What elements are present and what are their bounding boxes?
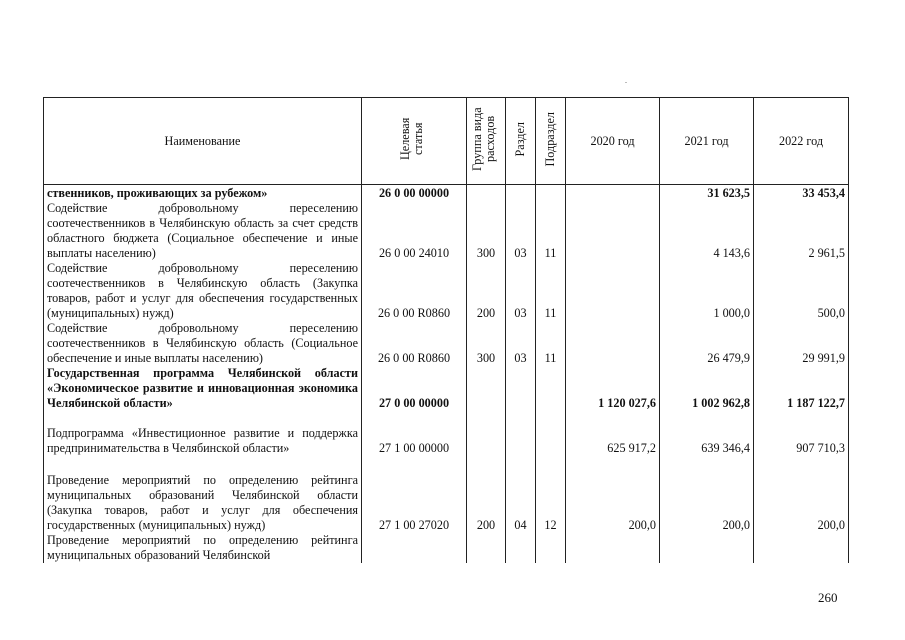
row-value-2022: [754, 533, 849, 563]
row-subsection: [536, 185, 566, 201]
row-expense-group: 300: [467, 321, 506, 366]
budget-table: [43, 97, 849, 563]
row-expense-group: 200: [467, 261, 506, 321]
row-expense-group: 300: [467, 201, 506, 261]
row-name: Подпрограмма «Инвестиционное развитие и поддержка предпринимательства в Челябинской области»: [44, 411, 362, 456]
row-target-article: 26 0 00 R0860: [362, 261, 467, 321]
row-value-2020: [566, 321, 660, 366]
row-expense-group: [467, 533, 506, 563]
table-row: [44, 201, 849, 261]
row-subsection: 11: [536, 201, 566, 261]
row-section: [506, 366, 536, 411]
row-value-2020: [566, 185, 660, 201]
row-value-2021: 26 479,9: [660, 321, 754, 366]
row-value-2020: [566, 261, 660, 321]
row-value-2022: 907 710,3: [754, 411, 849, 456]
row-value-2020: [566, 201, 660, 261]
row-value-2022: 1 187 122,7: [754, 366, 849, 411]
row-section: [506, 533, 536, 563]
row-value-2020: 1 120 027,6: [566, 366, 660, 411]
row-target-article: 26 0 00 00000: [362, 185, 467, 201]
row-value-2022: 500,0: [754, 261, 849, 321]
row-section: [506, 411, 536, 456]
row-target-article: 26 0 00 24010: [362, 201, 467, 261]
table-row: [44, 366, 849, 411]
header-year-2022: 2022 год: [754, 98, 849, 185]
row-value-2022: 33 453,4: [754, 185, 849, 201]
header-target-article: Целевая статья: [362, 98, 467, 185]
row-name: Проведение мероприятий по определению рейтинга муниципальных образований Челябинской: [44, 533, 362, 563]
row-name: Государственная программа Челябинской области «Экономическое развитие и инновационная экономика Челябинской области»: [44, 366, 362, 411]
table-row: [44, 261, 849, 321]
row-subsection: 12: [536, 456, 566, 533]
table-row: [44, 321, 849, 366]
row-value-2021: 1 002 962,8: [660, 366, 754, 411]
header-year-2020: 2020 год: [566, 98, 660, 185]
row-value-2021: 1 000,0: [660, 261, 754, 321]
scan-speck: [625, 82, 627, 83]
row-value-2020: [566, 533, 660, 563]
row-subsection: [536, 366, 566, 411]
row-expense-group: [467, 366, 506, 411]
row-subsection: 11: [536, 261, 566, 321]
row-target-article: 27 1 00 00000: [362, 411, 467, 456]
row-name: Содействие добровольному переселению соотечественников в Челябинскую область (Социальное обеспечение и иные выплаты населению): [44, 321, 362, 366]
row-name: Содействие добровольному переселению соотечественников в Челябинскую область за счет средств областного бюджета (Социальное обеспечение и иные выплаты населению): [44, 201, 362, 261]
row-value-2020: 625 917,2: [566, 411, 660, 456]
table-row: [44, 411, 849, 456]
row-value-2022: 2 961,5: [754, 201, 849, 261]
row-name: Содействие добровольному переселению соотечественников в Челябинскую область (Закупка товаров, работ и услуг для обеспечения государственных (муниципальных) нужд): [44, 261, 362, 321]
row-value-2022: 200,0: [754, 456, 849, 533]
row-value-2021: [660, 533, 754, 563]
row-expense-group: [467, 185, 506, 201]
row-section: [506, 185, 536, 201]
page-number: 260: [818, 590, 838, 605]
row-target-article: [362, 533, 467, 563]
row-value-2020: 200,0: [566, 456, 660, 533]
row-target-article: 27 1 00 27020: [362, 456, 467, 533]
row-target-article: 26 0 00 R0860: [362, 321, 467, 366]
row-target-article: 27 0 00 00000: [362, 366, 467, 411]
header-expense-group: Группа вида расходов: [467, 98, 506, 185]
row-name: Проведение мероприятий по определению рейтинга муниципальных образований Челябинской области (Закупка товаров, работ и услуг для обеспечения государственных (муниципальных) нужд): [44, 456, 362, 533]
row-value-2022: 29 991,9: [754, 321, 849, 366]
table-row: [44, 185, 849, 201]
header-row: [44, 98, 849, 185]
row-value-2021: 200,0: [660, 456, 754, 533]
row-section: 04: [506, 456, 536, 533]
row-value-2021: 4 143,6: [660, 201, 754, 261]
table-row: [44, 533, 849, 563]
row-section: 03: [506, 321, 536, 366]
row-value-2021: 31 623,5: [660, 185, 754, 201]
header-year-2021: 2021 год: [660, 98, 754, 185]
row-value-2021: 639 346,4: [660, 411, 754, 456]
header-subsection: Подраздел: [536, 98, 566, 185]
row-section: 03: [506, 201, 536, 261]
row-expense-group: 200: [467, 456, 506, 533]
row-subsection: [536, 533, 566, 563]
row-name: ственников, проживающих за рубежом»: [44, 185, 362, 201]
header-section: Раздел: [506, 98, 536, 185]
row-subsection: [536, 411, 566, 456]
row-subsection: 11: [536, 321, 566, 366]
row-expense-group: [467, 411, 506, 456]
table-row: [44, 456, 849, 533]
row-section: 03: [506, 261, 536, 321]
header-name: Наименование: [44, 98, 362, 185]
